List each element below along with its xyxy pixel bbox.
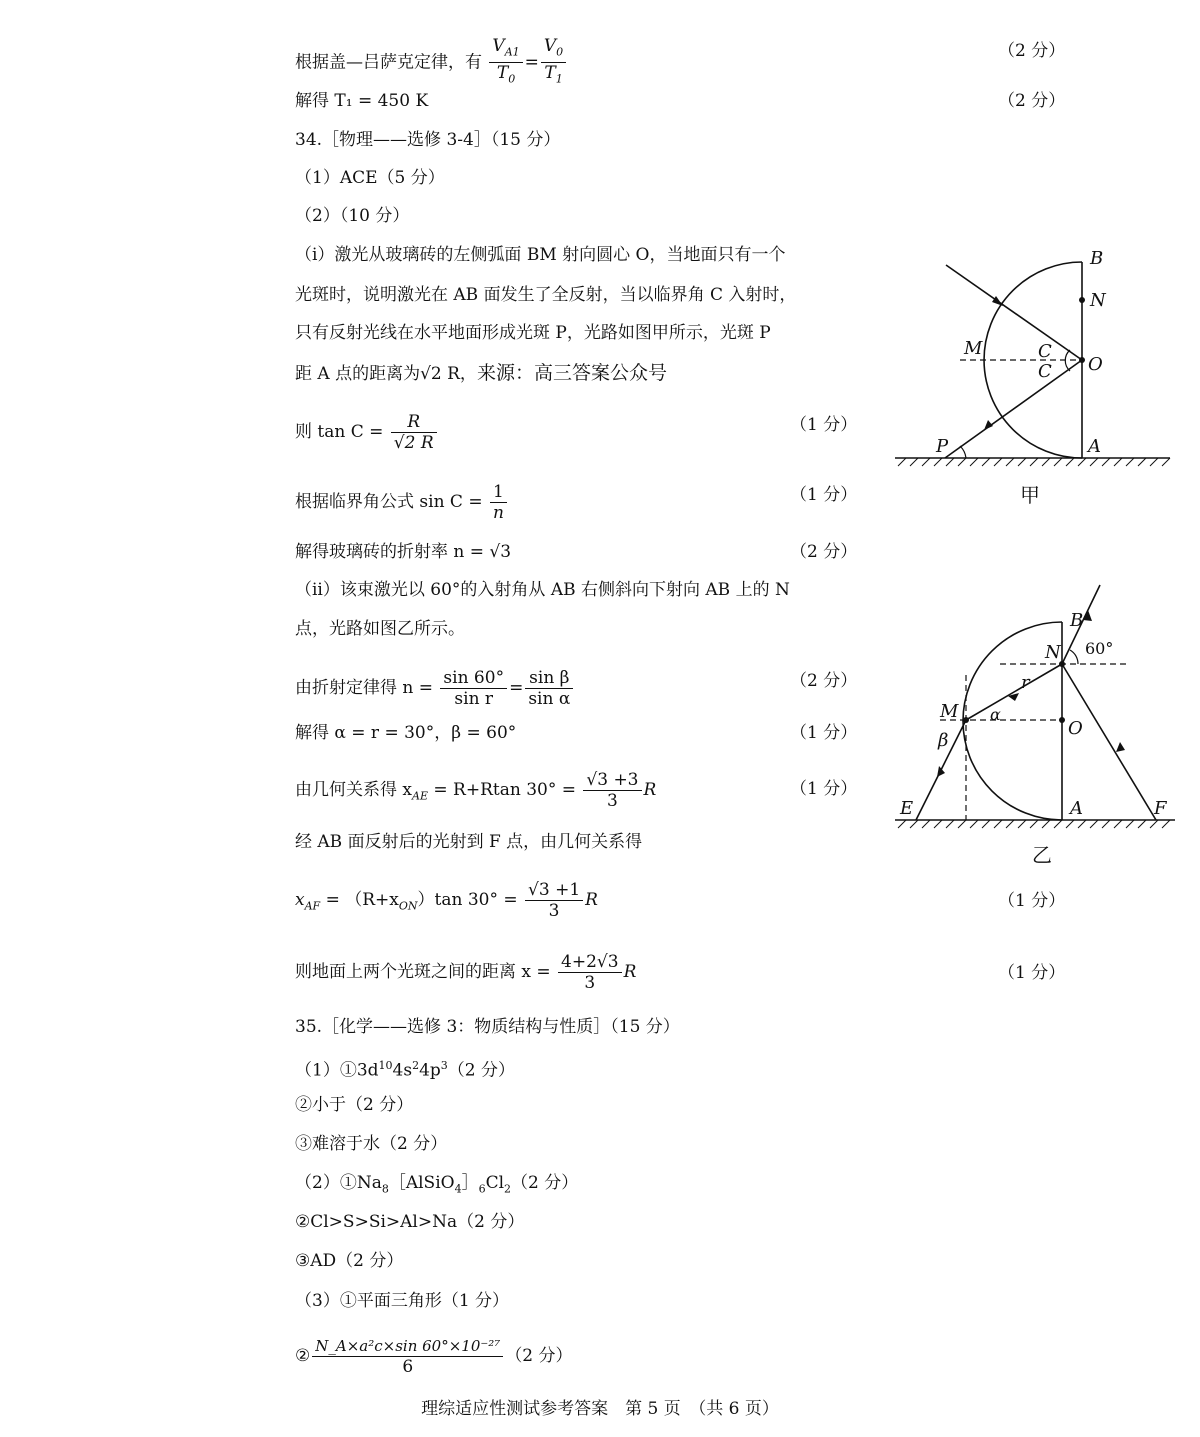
angles-line: 解得 α = r = 30°，β = 60° xyxy=(295,723,517,743)
refracted-ray xyxy=(966,664,1062,720)
q35-3-1: （3）①平面三角形（1 分） xyxy=(295,1291,510,1311)
q35-1-3: ③难溶于水（2 分） xyxy=(295,1134,448,1154)
label-60-degrees: 60° xyxy=(1085,639,1114,658)
point-o xyxy=(1079,357,1085,363)
figure-jia xyxy=(880,240,1180,510)
label-a: A xyxy=(1088,436,1101,457)
angle-arc-p xyxy=(960,446,966,458)
reflected-ray xyxy=(1062,664,1156,820)
label-o: O xyxy=(1088,354,1103,375)
figure-yi xyxy=(880,580,1180,870)
angle-60-arc xyxy=(1070,650,1078,664)
label-c-upper: C xyxy=(1038,341,1052,362)
para-ii-line2: 点，光路如图乙所示。 xyxy=(295,619,465,639)
label-f: F xyxy=(1154,798,1167,819)
density-fraction: $\frac{\text{N\_A×a²c×sin 60°×10⁻²⁷}}{6}$ xyxy=(312,1336,503,1377)
score: （2 分） xyxy=(998,41,1066,61)
sin-c-line: 根据临界角公式 sin C = $\frac{1}{n}$ xyxy=(295,482,509,523)
point-o xyxy=(1059,717,1065,723)
distance-fraction: $\frac{4+2√3}{3}$ xyxy=(558,952,622,993)
point-m xyxy=(963,717,969,723)
q34-part2: （2）（10 分） xyxy=(295,206,410,226)
para-ii-line1: （ii）该束激光以 60°的入射角从 AB 右侧斜向下射向 AB 上的 N xyxy=(295,580,790,600)
refractive-index-line: 解得玻璃砖的折射率 n = √3 xyxy=(295,542,512,562)
sin-fraction: $\frac{1}{n}$ xyxy=(490,482,507,523)
arrow-reflected xyxy=(984,420,993,430)
score: （1 分） xyxy=(998,891,1066,911)
label-o: O xyxy=(1068,718,1083,739)
para-i-line1: （i）激光从玻璃砖的左侧弧面 BM 射向圆心 O，当地面只有一个 xyxy=(295,245,786,265)
xae-line: 由几何关系得 $x_{AE} = R+Rtan$ 30° = $\frac{√3 +3}{3}$ R xyxy=(295,770,657,811)
score: （1 分） xyxy=(790,723,858,743)
gay-lussac-line: 根据盖—吕萨克定律，有 $\frac{V_{A1}}{T_0}$ = $\frac{V_0}{T_1}$ xyxy=(295,36,568,90)
xaf-line: $x_{AF} = (R+x_{ON})\tan$ 30° = $\frac{√3 +1}{3}$ R xyxy=(295,880,598,921)
para-i-line3: 只有反射光线在水平地面形成光斑 P，光路如图甲所示，光斑 P xyxy=(295,323,771,343)
refraction-law-line: 由折射定律得 n = $\frac{\sin 60^\circ}{\text{sin r}}$ = $\frac{\text{sin β}}{\text{sin α}}$ xyxy=(295,668,575,709)
para-i-line4: 距 A 点的距离为√2 R，来源：高三答案公众号 xyxy=(295,362,667,384)
q35-title: 35.［化学——选修 3：物质结构与性质］（15 分） xyxy=(295,1017,680,1037)
solve-t1-line: 解得 T₁ = 450 K xyxy=(295,91,429,111)
arrow-reflected xyxy=(1116,742,1125,752)
label-m: M xyxy=(964,338,983,359)
q35-2-1: $(2)①Na_8[AlSiO_4]_6Cl_2(2$ 分） xyxy=(295,1173,579,1196)
score: （1 分） xyxy=(790,415,858,435)
ground-hatch xyxy=(898,820,1170,828)
score: （1 分） xyxy=(790,779,858,799)
q35-1-2: ②小于（2 分） xyxy=(295,1095,414,1115)
label-alpha: α xyxy=(990,705,1001,724)
q35-3-2: ② $\frac{\text{N\_A×a²c×sin 60°×10⁻²⁷}}{6}$ （2 分） xyxy=(295,1337,573,1377)
score: （1 分） xyxy=(998,963,1066,983)
refraction-fraction-2: $\frac{\text{sin β}}{\text{sin α}}$ xyxy=(525,668,573,709)
point-n xyxy=(1079,297,1085,303)
para-i-line2: 光斑时，说明激光在 AB 面发生了全反射，当以临界角 C 入射时， xyxy=(295,285,797,305)
label-n: N xyxy=(1045,642,1061,663)
label-n: N xyxy=(1090,290,1106,311)
tan-c-line: 则 tan C = $\frac{R}{√2 R}$ xyxy=(295,412,439,453)
q35-2-2: ②Cl>S>Si>Al>Na（2 分） xyxy=(295,1212,525,1232)
ground-hatch xyxy=(898,458,1170,466)
score: （2 分） xyxy=(998,91,1066,111)
arrow-exit xyxy=(937,766,945,777)
fraction-v0-t1: $\frac{V_0}{T_1}$ xyxy=(541,36,566,90)
label-beta: β xyxy=(938,730,949,751)
label-r: r xyxy=(1021,672,1030,693)
label-a: A xyxy=(1070,798,1083,819)
label-p: P xyxy=(936,436,949,457)
watermark-text: 来源：高三答案公众号 xyxy=(476,362,667,384)
score: （2 分） xyxy=(790,542,858,562)
caption-yi: 乙 xyxy=(1032,843,1052,867)
label-m: M xyxy=(940,701,959,722)
label-b: B xyxy=(1090,248,1104,269)
fraction-va1-t0: $\frac{V_{A1}}{T_0}$ xyxy=(489,36,522,90)
page-footer: 理综适应性测试参考答案 第 5 页 （共 6 页） xyxy=(421,1399,779,1419)
label-e: E xyxy=(900,798,914,819)
q34-part1: （1）ACE（5 分） xyxy=(295,168,445,188)
xaf-fraction: $\frac{√3 +1}{3}$ xyxy=(525,880,583,921)
label-c-lower: C xyxy=(1038,361,1052,382)
label-b: B xyxy=(1070,610,1084,631)
af-intro-line: 经 AB 面反射后的光射到 F 点，由几何关系得 xyxy=(295,832,643,852)
q34-title: 34.［物理——选修 3-4］（15 分） xyxy=(295,130,561,150)
reflected-ray xyxy=(945,360,1082,458)
refraction-fraction-1: $\frac{\sin 60^\circ}{\text{sin r}}$ xyxy=(440,668,507,709)
q35-1-1: $(1)①3d^{10}4s^24p^3(2$ 分） xyxy=(295,1059,515,1081)
distance-line: 则地面上两个光斑之间的距离 x = $\frac{4+2√3}{3}$ R xyxy=(295,952,637,993)
score: （2 分） xyxy=(790,671,858,691)
xae-fraction: $\frac{√3 +3}{3}$ xyxy=(583,770,641,811)
tan-fraction: $\frac{R}{√2 R}$ xyxy=(391,412,437,453)
caption-jia: 甲 xyxy=(1020,483,1040,507)
q35-2-3: ③AD（2 分） xyxy=(295,1251,404,1271)
arrow-incident xyxy=(1083,610,1092,621)
score: （1 分） xyxy=(790,485,858,505)
